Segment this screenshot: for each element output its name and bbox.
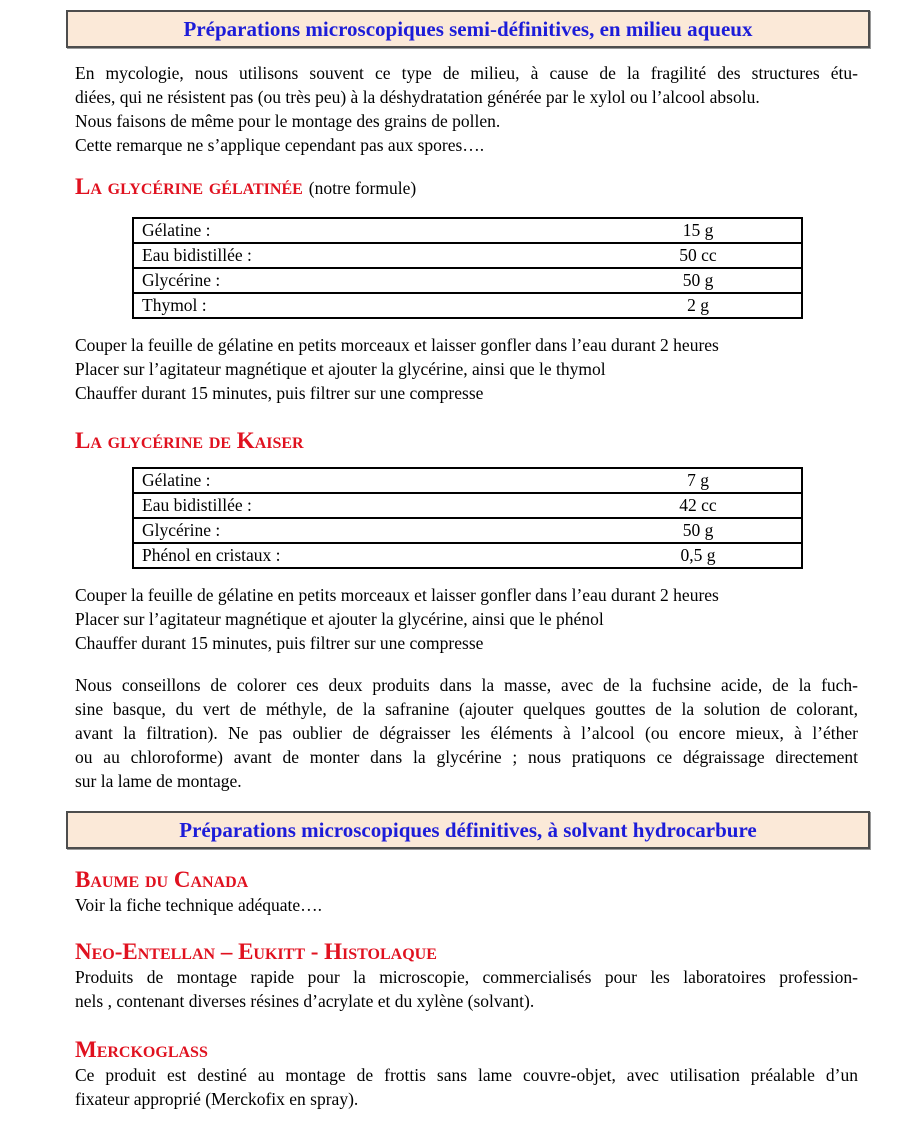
ingredient-row — [134, 517, 801, 542]
ingredient-quantity: 15 g — [682, 220, 714, 240]
advice-line: sine basque, du vert de méthyle, de la safranine (ajouter quelques gouttes de la solution de colorant, — [75, 699, 858, 719]
document-page — [0, 10, 900, 1111]
intro-paragraph — [75, 61, 858, 157]
section-title: Merckoglass — [75, 1037, 208, 1062]
body-line: fixateur approprié (Merckofix en spray). — [75, 1089, 359, 1109]
section-title-suffix: (notre formule) — [308, 178, 417, 198]
ingredient-name: Phénol en cristaux : — [142, 545, 281, 565]
step-line: Couper la feuille de gélatine en petits morceaux et laisser gonfler dans l’eau durant 2 heures — [75, 335, 719, 355]
advice-line: ou au chloroforme) avant de monter dans la glycérine ; nous pratiquons ce dégraissage directement — [75, 747, 858, 767]
section-title: Baume du Canada — [75, 867, 249, 892]
ingredient-quantity: 42 cc — [679, 495, 717, 515]
section-title: La glycérine gélatinée — [75, 174, 303, 199]
ingredient-quantity: 50 g — [682, 520, 714, 540]
coloring-advice-paragraph — [75, 673, 858, 793]
section-heading-baume-du-canada — [75, 867, 900, 893]
section-heading-glycerine-gelatinee — [75, 173, 900, 201]
section-heading-glycerine-kaiser — [75, 427, 900, 455]
banner-definitives — [66, 811, 870, 849]
procedure-steps-kaiser — [75, 583, 858, 655]
ingredient-quantity: 7 g — [687, 470, 709, 490]
advice-line: sur la lame de montage. — [75, 771, 242, 791]
banner-semi-definitives-text: Préparations microscopiques semi-définitives, en milieu aqueux — [183, 16, 753, 41]
step-line: Chauffer durant 15 minutes, puis filtrer sur une compresse — [75, 633, 484, 653]
ingredient-name: Glycérine : — [142, 270, 221, 290]
step-line: Couper la feuille de gélatine en petits morceaux et laisser gonfler dans l’eau durant 2 heures — [75, 585, 719, 605]
ingredients-table-gelatinee — [132, 217, 803, 319]
ingredient-row — [134, 542, 801, 567]
ingredient-name: Glycérine : — [142, 520, 221, 540]
intro-line: En mycologie, nous utilisons souvent ce type de milieu, à cause de la fragilité des structures étu- — [75, 63, 858, 83]
banner-definitives-text: Préparations microscopiques définitives, à solvant hydrocarbure — [179, 817, 757, 842]
ingredient-row — [134, 242, 801, 267]
ingredients-table-kaiser — [132, 467, 803, 569]
advice-line: Nous conseillons de colorer ces deux produits dans la masse, avec de la fuchsine acide, de la fuch- — [75, 675, 858, 695]
step-line: Placer sur l’agitateur magnétique et ajouter la glycérine, ainsi que le thymol — [75, 359, 606, 379]
procedure-steps-gelatinee — [75, 333, 858, 405]
neo-entellan-body — [75, 965, 858, 1013]
body-line: Produits de montage rapide pour la microscopie, commercialisés pour les laboratoires profession- — [75, 967, 858, 987]
section-heading-neo-entellan — [75, 939, 900, 965]
intro-line: Nous faisons de même pour le montage des grains de pollen. — [75, 111, 501, 131]
intro-line: Cette remarque ne s’applique cependant pas aux spores…. — [75, 135, 485, 155]
ingredient-name: Thymol : — [142, 295, 207, 315]
step-line: Placer sur l’agitateur magnétique et ajouter la glycérine, ainsi que le phénol — [75, 609, 604, 629]
section-title: Neo-Entellan – Eukitt - Histolaque — [75, 939, 437, 964]
section-heading-merckoglass — [75, 1037, 900, 1063]
ingredient-row — [134, 267, 801, 292]
ingredient-row — [134, 469, 801, 492]
body-line: Voir la fiche technique adéquate…. — [75, 895, 323, 915]
merckoglass-body — [75, 1063, 858, 1111]
ingredient-name: Gélatine : — [142, 220, 211, 240]
advice-line: avant la filtration). Ne pas oublier de dégraisser les éléments à l’alcool (ou encore mieux, à l’éther — [75, 723, 858, 743]
ingredient-row — [134, 492, 801, 517]
body-line: nels , contenant diverses résines d’acrylate et du xylène (solvant). — [75, 991, 535, 1011]
body-line: Ce produit est destiné au montage de frottis sans lame couvre-objet, avec utilisation préalable d’un — [75, 1065, 858, 1085]
ingredient-quantity: 2 g — [687, 295, 709, 315]
ingredient-quantity: 50 cc — [679, 245, 717, 265]
intro-line: diées, qui ne résistent pas (ou très peu) à la déshydratation générée par le xylol ou l’alcool absolu. — [75, 87, 760, 107]
ingredient-name: Gélatine : — [142, 470, 211, 490]
ingredient-name: Eau bidistillée : — [142, 495, 252, 515]
ingredient-quantity: 0,5 g — [680, 545, 716, 565]
banner-semi-definitives — [66, 10, 870, 48]
ingredient-name: Eau bidistillée : — [142, 245, 252, 265]
ingredient-row — [134, 219, 801, 242]
ingredient-row — [134, 292, 801, 317]
step-line: Chauffer durant 15 minutes, puis filtrer sur une compresse — [75, 383, 484, 403]
baume-du-canada-body — [75, 893, 858, 917]
ingredient-quantity: 50 g — [682, 270, 714, 290]
section-title: La glycérine de Kaiser — [75, 428, 304, 453]
